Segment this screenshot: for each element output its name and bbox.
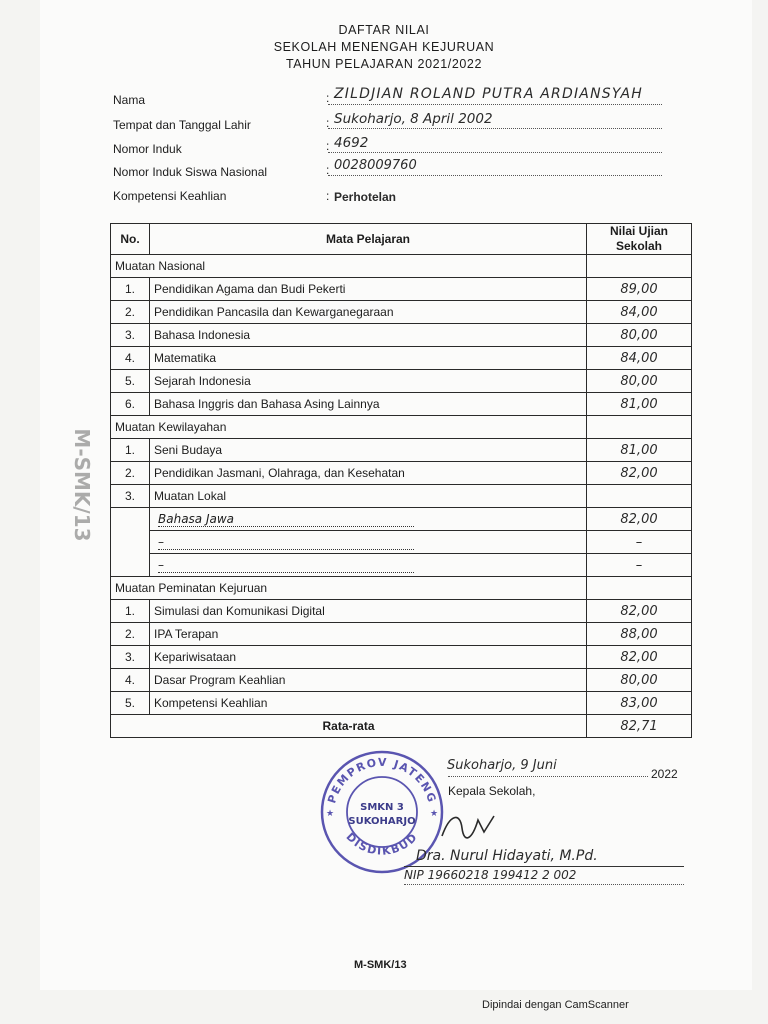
row-subject: Sejarah Indonesia xyxy=(150,370,587,393)
average-row xyxy=(111,715,692,738)
row-number: 2. xyxy=(111,301,150,324)
local-content-row xyxy=(111,554,692,577)
row-number: 2. xyxy=(111,623,150,646)
name-dotted-line xyxy=(328,104,662,105)
local-score: 82,00 xyxy=(587,508,692,531)
stamp-bottom-text: DISDIKBUD xyxy=(343,830,421,858)
nisn-dotted-line xyxy=(328,175,662,176)
group-label-national: Muatan Nasional xyxy=(111,255,587,278)
local-subject-text: – xyxy=(158,558,414,573)
row-subject: Matematika xyxy=(150,347,587,370)
row-number: 4. xyxy=(111,669,150,692)
table-row xyxy=(111,347,692,370)
birth-label: Tempat dan Tanggal Lahir xyxy=(113,118,251,132)
table-row xyxy=(111,301,692,324)
table-row xyxy=(111,462,692,485)
table-row xyxy=(111,600,692,623)
row-subject: Muatan Lokal xyxy=(150,485,587,508)
table-row xyxy=(111,439,692,462)
group-row-regional xyxy=(111,416,692,439)
table-row xyxy=(111,393,692,416)
row-number: 1. xyxy=(111,278,150,301)
local-score: – xyxy=(587,531,692,554)
row-number: 4. xyxy=(111,347,150,370)
row-score: 82,00 xyxy=(587,646,692,669)
row-score: 88,00 xyxy=(587,623,692,646)
table-row xyxy=(111,370,692,393)
signature-year: 2022 xyxy=(651,767,678,781)
row-score: 84,00 xyxy=(587,301,692,324)
form-code: M-SMK/13 xyxy=(354,959,407,971)
principal-name: Dra. Nurul Hidayati, M.Pd. xyxy=(416,848,598,864)
row-subject: Pendidikan Agama dan Budi Pekerti xyxy=(150,278,587,301)
table-row xyxy=(111,278,692,301)
row-score: 81,00 xyxy=(587,393,692,416)
group-empty-score xyxy=(587,577,692,600)
stamp-center-line2: SUKOHARJO xyxy=(348,816,416,827)
local-content-row xyxy=(111,508,692,531)
competency-colon: : xyxy=(326,189,330,203)
nis-label: Nomor Induk xyxy=(113,142,182,156)
row-number: 5. xyxy=(111,370,150,393)
table-header-row xyxy=(111,224,692,255)
birth-colon: : xyxy=(326,116,330,130)
row-subject: Bahasa Indonesia xyxy=(150,324,587,347)
margin-form-mark xyxy=(55,418,95,553)
table-row xyxy=(111,646,692,669)
local-content-row xyxy=(111,531,692,554)
score-header-line2: Sekolah xyxy=(615,239,663,253)
competency-value: Perhotelan xyxy=(334,190,397,204)
document-title: DAFTAR NILAI xyxy=(338,23,430,37)
row-number: 1. xyxy=(111,439,150,462)
row-subject: Bahasa Inggris dan Bahasa Asing Lainnya xyxy=(150,393,587,416)
row-subject: Seni Budaya xyxy=(150,439,587,462)
competency-label: Kompetensi Keahlian xyxy=(113,189,227,203)
row-subject: Simulasi dan Komunikasi Digital xyxy=(150,600,587,623)
average-value: 82,71 xyxy=(587,715,692,738)
row-subject: Kompetensi Keahlian xyxy=(150,692,587,715)
subject-column-header: Mata Pelajaran xyxy=(150,224,587,255)
local-subject xyxy=(150,531,587,554)
row-number: 1. xyxy=(111,600,150,623)
birth-dotted-line xyxy=(328,128,662,129)
academic-year: TAHUN PELAJARAN 2021/2022 xyxy=(285,57,483,71)
group-row-national xyxy=(111,255,692,278)
nisn-label: Nomor Induk Siswa Nasional xyxy=(113,165,268,179)
table-row xyxy=(111,692,692,715)
row-number-empty xyxy=(111,531,150,554)
row-number: 3. xyxy=(111,324,150,347)
table-row xyxy=(111,485,692,508)
row-score xyxy=(587,485,692,508)
local-subject xyxy=(150,554,587,577)
nis-dotted-line xyxy=(328,152,662,153)
row-score: 89,00 xyxy=(587,278,692,301)
group-label-vocational: Muatan Peminatan Kejuruan xyxy=(111,577,587,600)
signature-underline xyxy=(404,866,684,867)
table-row xyxy=(111,623,692,646)
stamp-star-left-icon: ★ xyxy=(326,808,335,818)
score-header-line1: Nilai Ujian xyxy=(609,224,668,238)
row-number: 6. xyxy=(111,393,150,416)
row-score: 80,00 xyxy=(587,324,692,347)
row-score: 81,00 xyxy=(587,439,692,462)
row-number: 5. xyxy=(111,692,150,715)
nis-value: 4692 xyxy=(334,135,369,151)
local-subject-text: Bahasa Jawa xyxy=(158,512,414,527)
row-number-empty xyxy=(111,508,150,531)
nis-colon: : xyxy=(326,139,330,153)
stamp-top-text: PEMPROV JATENG xyxy=(325,755,439,805)
group-empty-score xyxy=(587,416,692,439)
row-number: 3. xyxy=(111,646,150,669)
birth-value: Sukoharjo, 8 April 2002 xyxy=(334,111,493,127)
name-colon: : xyxy=(326,91,330,105)
row-number: 3. xyxy=(111,485,150,508)
principal-nip: NIP 19660218 199412 2 002 xyxy=(404,868,577,882)
place-date-dotted-line xyxy=(448,776,648,777)
row-score: 80,00 xyxy=(587,669,692,692)
stamp-center-line1: SMKN 3 xyxy=(360,802,404,813)
name-label: Nama xyxy=(113,93,146,107)
school-type: SEKOLAH MENENGAH KEJURUAN xyxy=(273,40,495,54)
row-score: 80,00 xyxy=(587,370,692,393)
row-subject: Dasar Program Keahlian xyxy=(150,669,587,692)
signature-place-date: Sukoharjo, 9 Juni xyxy=(447,758,557,773)
signature-scribble xyxy=(438,806,498,846)
row-score: 83,00 xyxy=(587,692,692,715)
group-empty-score xyxy=(587,255,692,278)
table-row xyxy=(111,669,692,692)
local-subject-text: – xyxy=(158,535,414,550)
local-subject xyxy=(150,508,587,531)
row-subject: Pendidikan Jasmani, Olahraga, dan Kesehatan xyxy=(150,462,587,485)
score-column-header xyxy=(587,224,692,255)
table-row xyxy=(111,324,692,347)
row-score: 84,00 xyxy=(587,347,692,370)
stamp-star-right-icon: ★ xyxy=(430,808,439,818)
nisn-value: 0028009760 xyxy=(334,158,417,173)
group-label-regional: Muatan Kewilayahan xyxy=(111,416,587,439)
signature-role: Kepala Sekolah, xyxy=(448,784,536,798)
row-number: 2. xyxy=(111,462,150,485)
nip-dotted-line xyxy=(404,884,684,885)
row-subject: Kepariwisataan xyxy=(150,646,587,669)
row-number-empty xyxy=(111,554,150,577)
no-column-header: No. xyxy=(111,224,150,255)
scanner-watermark: Dipindai dengan CamScanner xyxy=(482,999,629,1011)
name-value: ZILDJIAN ROLAND PUTRA ARDIANSYAH xyxy=(334,86,644,102)
row-subject: Pendidikan Pancasila dan Kewarganegaraan xyxy=(150,301,587,324)
average-label: Rata-rata xyxy=(111,715,587,738)
local-score: – xyxy=(587,554,692,577)
grades-table xyxy=(110,223,692,738)
row-subject: IPA Terapan xyxy=(150,623,587,646)
row-score: 82,00 xyxy=(587,600,692,623)
group-row-vocational xyxy=(111,577,692,600)
row-score: 82,00 xyxy=(587,462,692,485)
margin-mark-text: M-SMK/13 xyxy=(70,428,94,542)
nisn-colon: : xyxy=(326,163,330,177)
